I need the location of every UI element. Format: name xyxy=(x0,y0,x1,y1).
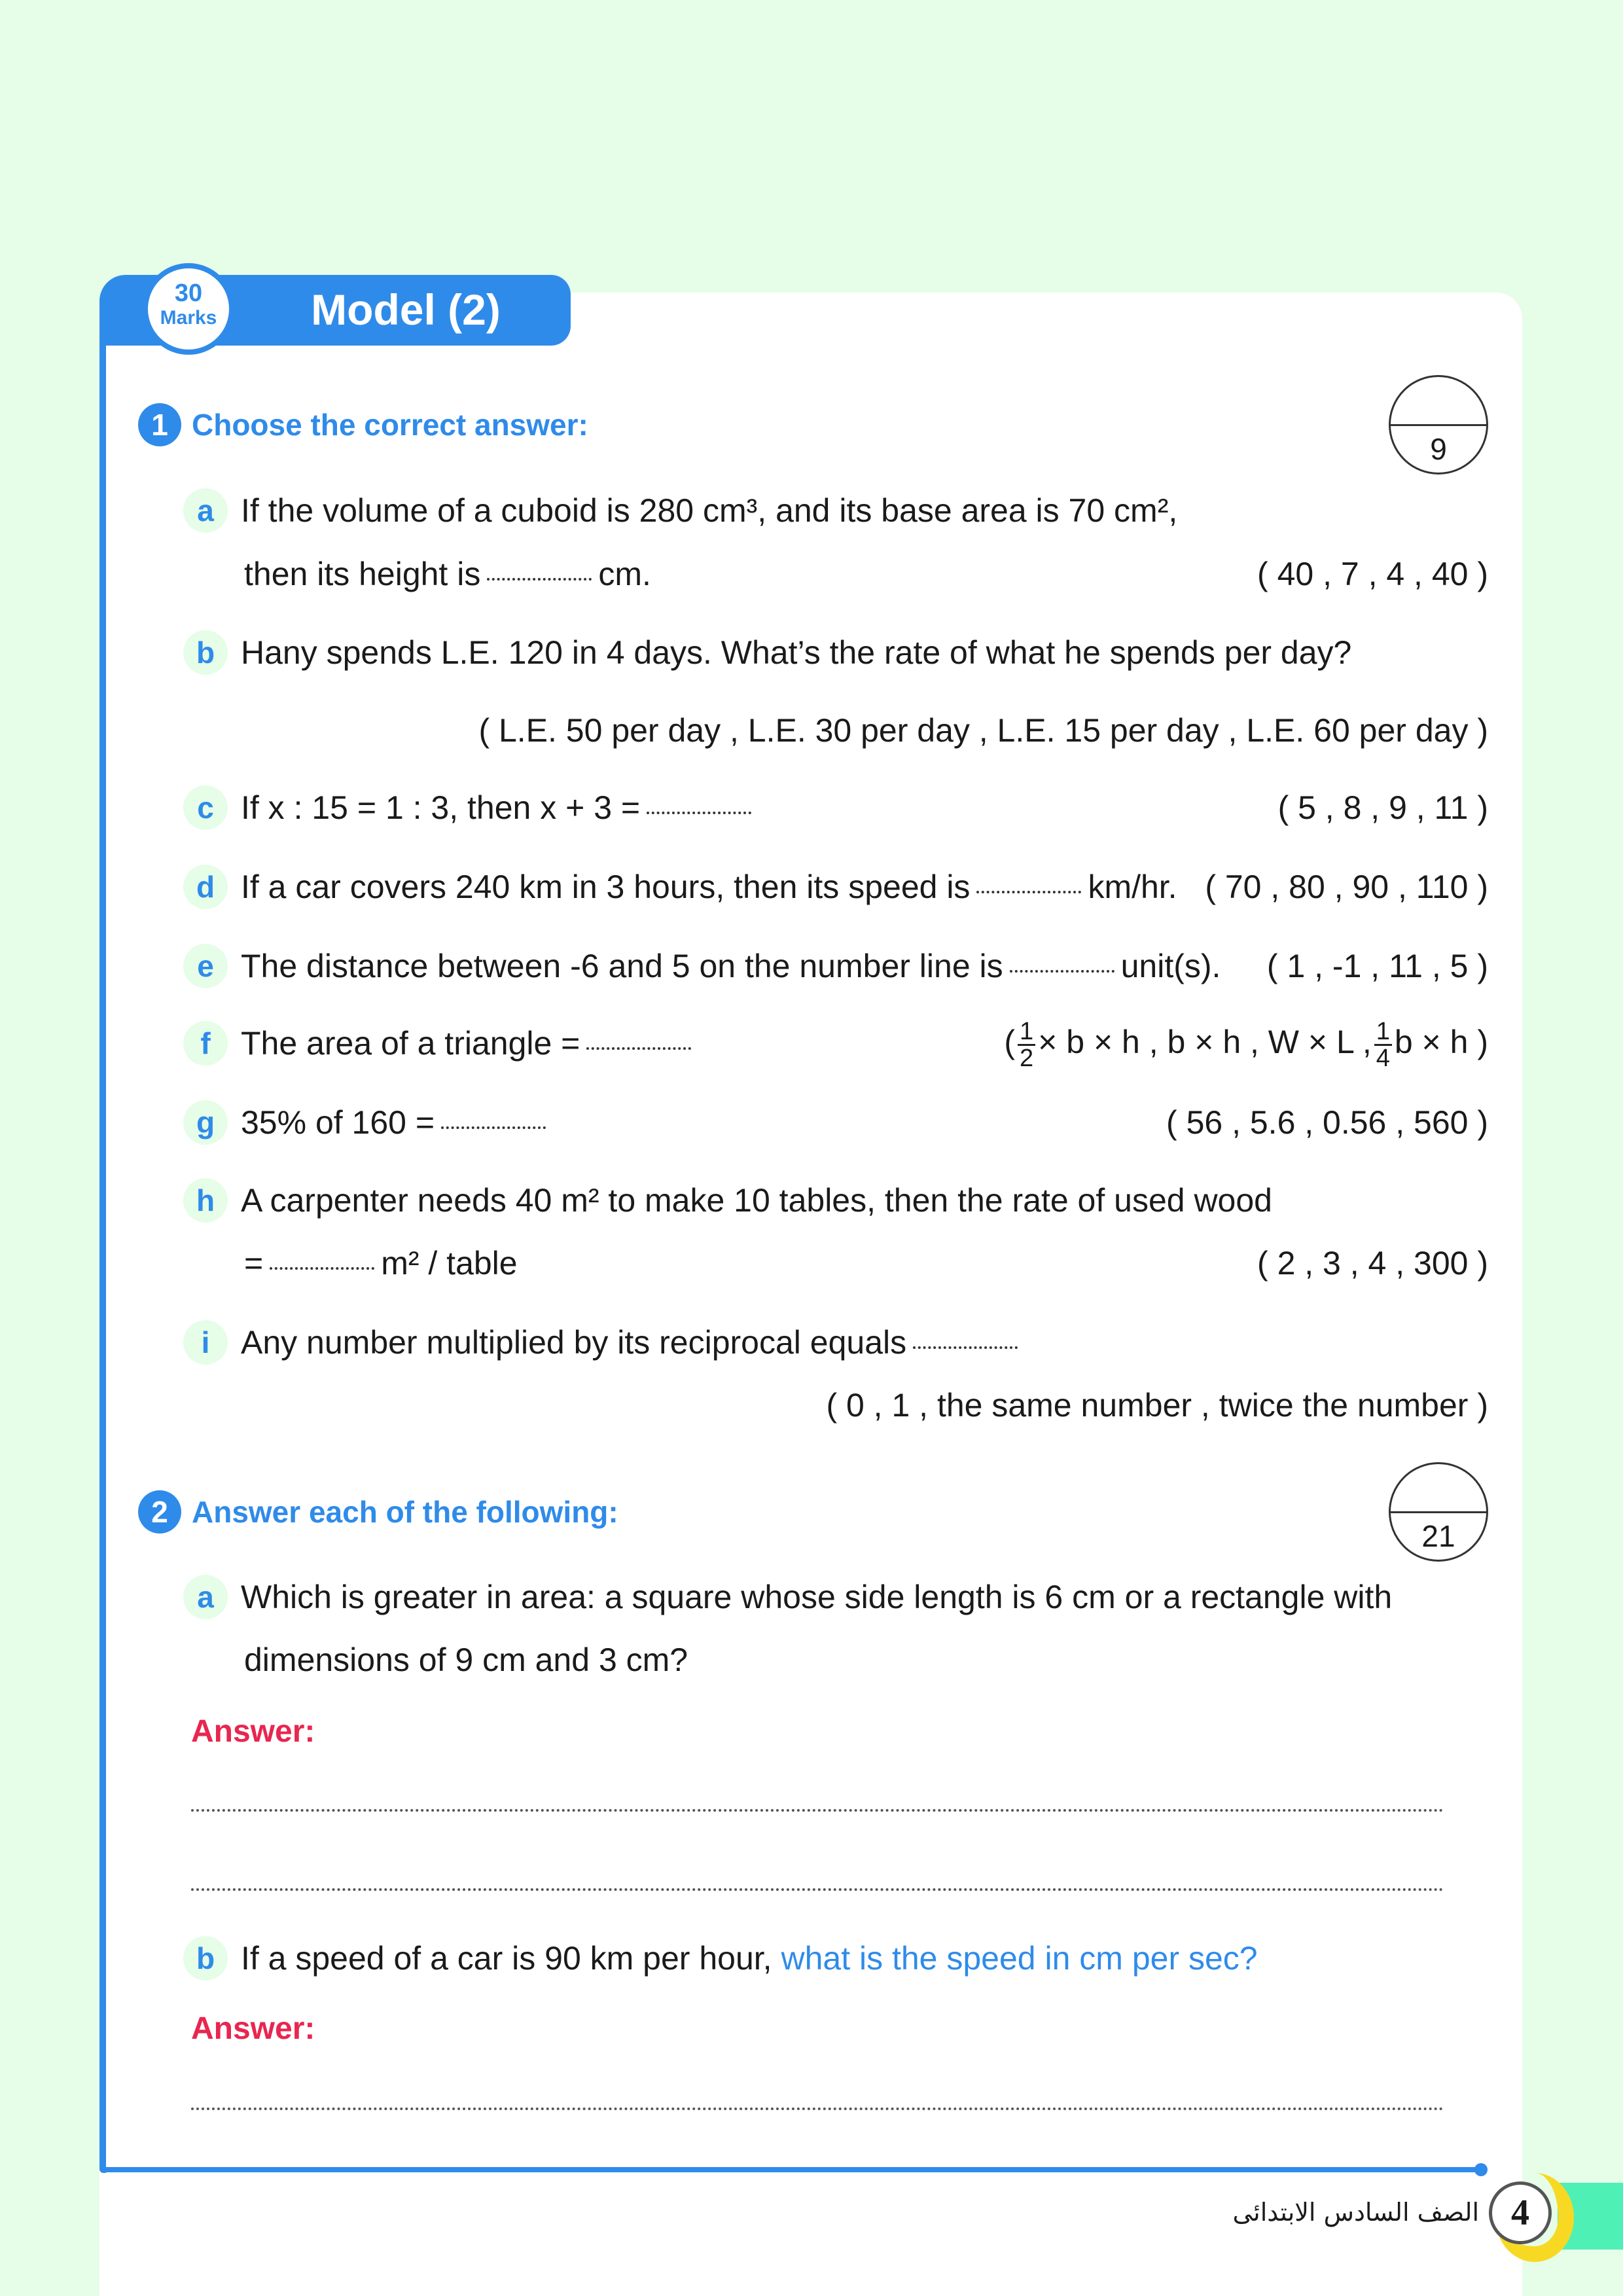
question-text: unit(s). xyxy=(1120,948,1221,984)
question-letter: e xyxy=(183,944,228,988)
choice-text: b × h ) xyxy=(1394,1024,1488,1061)
question-text: km/hr. xyxy=(1088,869,1177,905)
question-2b xyxy=(183,1932,1488,1984)
numerator: 1 xyxy=(1018,1019,1035,1046)
score-value: 21 xyxy=(1421,1519,1455,1553)
choice-text: × b × h , b × h , W × L , xyxy=(1038,1024,1372,1061)
answer-blank[interactable] xyxy=(270,1257,374,1270)
question-letter: f xyxy=(183,1021,228,1066)
question-text: dimensions of 9 cm and 3 cm? xyxy=(244,1641,688,1678)
choices xyxy=(1004,1016,1488,1070)
question-2a xyxy=(183,1571,1488,1623)
question-text: m² / table xyxy=(381,1245,518,1282)
question-2a-line2 xyxy=(183,1634,1488,1686)
score-circle xyxy=(1389,375,1488,475)
question-text: Which is greater in area: a square whose side length is 6 cm or a rectangle with xyxy=(241,1579,1393,1615)
answer-blank[interactable] xyxy=(913,1336,1018,1349)
question-letter: a xyxy=(183,488,228,533)
numerator: 1 xyxy=(1374,1019,1392,1046)
marks-label: Marks xyxy=(160,307,217,329)
question-text: cm. xyxy=(598,556,651,592)
score-value: 9 xyxy=(1430,432,1447,466)
question-text: If the volume of a cuboid is 280 cm³, and its base area is 70 cm², xyxy=(241,492,1178,529)
question-text: 35% of 160 = xyxy=(241,1104,435,1141)
grade-label: الصف السادس الابتدائى xyxy=(1232,2198,1479,2227)
question-letter: a xyxy=(183,1575,228,1619)
question-g xyxy=(183,1096,1488,1149)
question-i xyxy=(183,1316,1488,1369)
section-heading: Choose the correct answer: xyxy=(192,408,588,442)
question-text: A carpenter needs 40 m² to make 10 tables, then the rate of used wood xyxy=(241,1182,1272,1219)
section-number: 1 xyxy=(138,403,181,446)
question-b xyxy=(183,626,1488,679)
choices: ( L.E. 50 per day , L.E. 30 per day , L.E. 15 per day , L.E. 60 per day ) xyxy=(478,712,1488,749)
question-c xyxy=(183,781,1488,834)
question-b-choices xyxy=(183,704,1488,757)
question-i-choices xyxy=(183,1379,1488,1431)
question-text-highlight: what is the speed in cm per sec? xyxy=(781,1940,1258,1977)
question-text: Any number multiplied by its reciprocal equals xyxy=(241,1324,907,1361)
question-a-line2 xyxy=(183,548,1488,600)
question-h-line2 xyxy=(183,1237,1488,1289)
question-h xyxy=(183,1174,1488,1227)
answer-blank[interactable] xyxy=(586,1037,691,1050)
answer-line[interactable] xyxy=(191,2108,1444,2110)
score-circle xyxy=(1389,1462,1488,1562)
question-text: The distance between -6 and 5 on the number line is xyxy=(241,948,1003,984)
question-text: = xyxy=(244,1245,264,1282)
answer-blank[interactable] xyxy=(1010,960,1115,973)
bottom-line xyxy=(99,2167,1480,2172)
denominator: 4 xyxy=(1376,1044,1390,1072)
question-letter: d xyxy=(183,865,228,909)
question-d xyxy=(183,861,1488,913)
question-f xyxy=(183,1017,1488,1072)
answer-blank[interactable] xyxy=(976,880,1081,893)
question-letter: i xyxy=(183,1320,228,1365)
question-letter: g xyxy=(183,1100,228,1145)
answer-label: Answer: xyxy=(191,2011,315,2046)
fraction-quarter xyxy=(1374,1019,1392,1071)
fraction-half xyxy=(1018,1019,1035,1071)
answer-blank[interactable] xyxy=(441,1116,546,1129)
choices: ( 56 , 5.6 , 0.56 , 560 ) xyxy=(1166,1104,1488,1141)
question-text: If a speed of a car is 90 km per hour, xyxy=(241,1940,772,1977)
answer-blank[interactable] xyxy=(647,801,751,814)
question-letter: b xyxy=(183,630,228,675)
question-text: Hany spends L.E. 120 in 4 days. What’s the rate of what he spends per day? xyxy=(241,634,1352,671)
question-text: If x : 15 = 1 : 3, then x + 3 = xyxy=(241,789,641,826)
question-a xyxy=(183,484,1488,537)
marks-badge xyxy=(143,263,234,355)
choices: ( 0 , 1 , the same number , twice the number ) xyxy=(826,1387,1488,1424)
paren: ( xyxy=(1004,1024,1016,1061)
page-title: Model (2) xyxy=(311,285,501,334)
question-letter: b xyxy=(183,1936,228,1981)
question-text: then its height is xyxy=(244,556,481,592)
section-number: 2 xyxy=(138,1490,181,1534)
choices: ( 5 , 8 , 9 , 11 ) xyxy=(1277,789,1488,826)
answer-line[interactable] xyxy=(191,1809,1444,1812)
denominator: 2 xyxy=(1020,1044,1034,1072)
answer-line[interactable] xyxy=(191,1888,1444,1891)
answer-label: Answer: xyxy=(191,1714,315,1749)
choices: ( 40 , 7 , 4 , 40 ) xyxy=(1257,556,1488,592)
page-number: 4 xyxy=(1489,2181,1552,2244)
answer-blank[interactable] xyxy=(487,567,592,581)
question-text: If a car covers 240 km in 3 hours, then its speed is xyxy=(241,869,971,905)
choices: ( 70 , 80 , 90 , 110 ) xyxy=(1205,869,1488,905)
choices: ( 2 , 3 , 4 , 300 ) xyxy=(1257,1245,1488,1282)
choices: ( 1 , -1 , 11 , 5 ) xyxy=(1266,948,1488,984)
left-border xyxy=(99,308,106,2173)
question-letter: c xyxy=(183,785,228,830)
question-text: The area of a triangle = xyxy=(241,1025,580,1062)
bottom-line-dot xyxy=(1474,2163,1488,2176)
question-letter: h xyxy=(183,1178,228,1223)
section-heading: Answer each of the following: xyxy=(192,1495,618,1529)
marks-value: 30 xyxy=(174,279,203,307)
question-e xyxy=(183,940,1488,992)
